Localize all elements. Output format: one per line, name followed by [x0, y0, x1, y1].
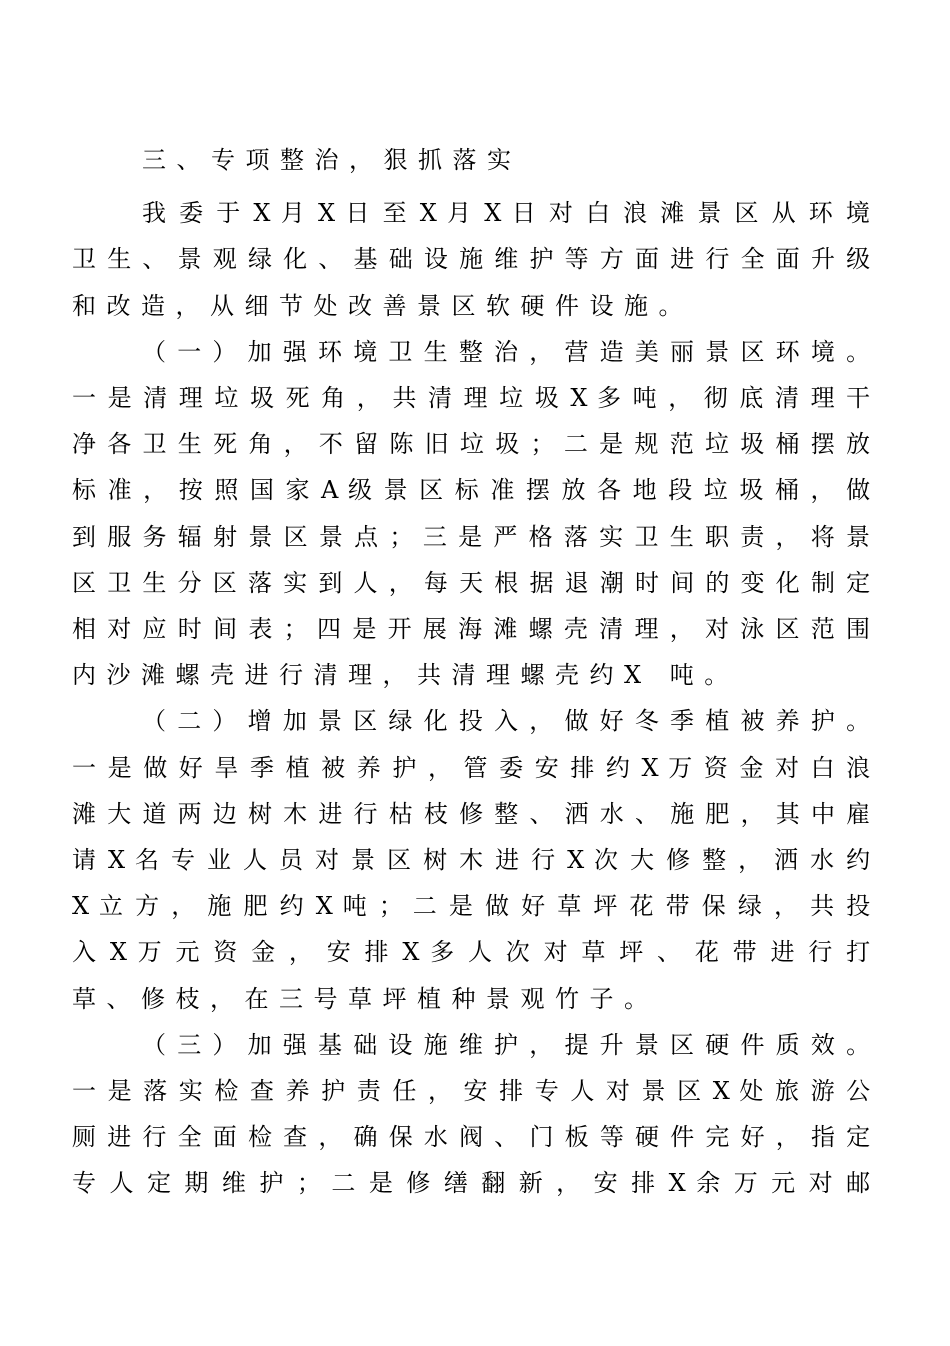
- paragraph-line: 净 各 卫 生 死 角 ， 不 留 陈 旧 垃 圾 ； 二 是 规 范 垃 圾 桶 摆 放: [72, 430, 870, 458]
- paragraph-line: 标 准 ， 按 照 国 家 A 级 景 区 标 准 摆 放 各 地 段 垃 圾 桶 ， 做: [72, 476, 870, 504]
- subsection-heading: （ 二 ） 增 加 景 区 绿 化 投 入 ， 做 好 冬 季 植 被 养 护 。: [142, 707, 870, 735]
- paragraph-line: 请 X 名 专 业 人 员 对 景 区 树 木 进 行 X 次 大 修 整 ， 洒 水 约: [72, 846, 870, 874]
- paragraph-line: 我 委 于 X 月 X 日 至 X 月 X 日 对 白 浪 滩 景 区 从 环 境: [142, 199, 870, 227]
- subsection-heading: （ 一 ） 加 强 环 境 卫 生 整 治 ， 营 造 美 丽 景 区 环 境 。: [142, 338, 870, 366]
- paragraph-line: 专 人 定 期 维 护 ； 二 是 修 缮 翻 新 ， 安 排 X 余 万 元 对 邮: [72, 1169, 870, 1197]
- paragraph-line: 厕 进 行 全 面 检 查 ， 确 保 水 阀 、 门 板 等 硬 件 完 好 ， 指 定: [72, 1123, 870, 1151]
- paragraph-line: 区 卫 生 分 区 落 实 到 人 ， 每 天 根 据 退 潮 时 间 的 变 化 制 定: [72, 569, 870, 597]
- paragraph-line: 相 对 应 时 间 表 ； 四 是 开 展 海 滩 螺 壳 清 理 ， 对 泳 区 范 围: [72, 615, 870, 643]
- paragraph-line: X 立 方 ， 施 肥 约 X 吨 ； 二 是 做 好 草 坪 花 带 保 绿 ， 共 投: [72, 892, 870, 920]
- paragraph-line: 卫 生 、 景 观 绿 化 、 基 础 设 施 维 护 等 方 面 进 行 全 面 升 级: [72, 245, 870, 273]
- section-heading: 三、专项整治，狠抓落实: [142, 146, 522, 174]
- paragraph-line: 草、修枝，在三号草坪植种景观竹子。: [72, 985, 659, 1013]
- paragraph-line: 到 服 务 辐 射 景 区 景 点 ； 三 是 严 格 落 实 卫 生 职 责 ， 将 景: [72, 523, 870, 551]
- subsection-heading: （ 三 ） 加 强 基 础 设 施 维 护 ， 提 升 景 区 硬 件 质 效 。: [142, 1031, 870, 1059]
- paragraph-line: 和改造，从细节处改善景区软硬件设施。: [72, 292, 693, 320]
- paragraph-line: 入 X 万 元 资 金 ， 安 排 X 多 人 次 对 草 坪 、 花 带 进 行 打: [72, 938, 870, 966]
- paragraph-line: 内沙滩螺壳进行清理，共清理螺壳约X 吨。: [72, 661, 739, 689]
- paragraph-line: 滩 大 道 两 边 树 木 进 行 枯 枝 修 整 、 洒 水 、 施 肥 ， 其 中 雇: [72, 800, 870, 828]
- paragraph-line: 一 是 落 实 检 查 养 护 责 任 ， 安 排 专 人 对 景 区 X 处 旅 游 公: [72, 1077, 870, 1105]
- paragraph-line: 一 是 清 理 垃 圾 死 角 ， 共 清 理 垃 圾 X 多 吨 ， 彻 底 清 理 干: [72, 384, 870, 412]
- paragraph-line: 一 是 做 好 旱 季 植 被 养 护 ， 管 委 安 排 约 X 万 资 金 对 白 浪: [72, 754, 870, 782]
